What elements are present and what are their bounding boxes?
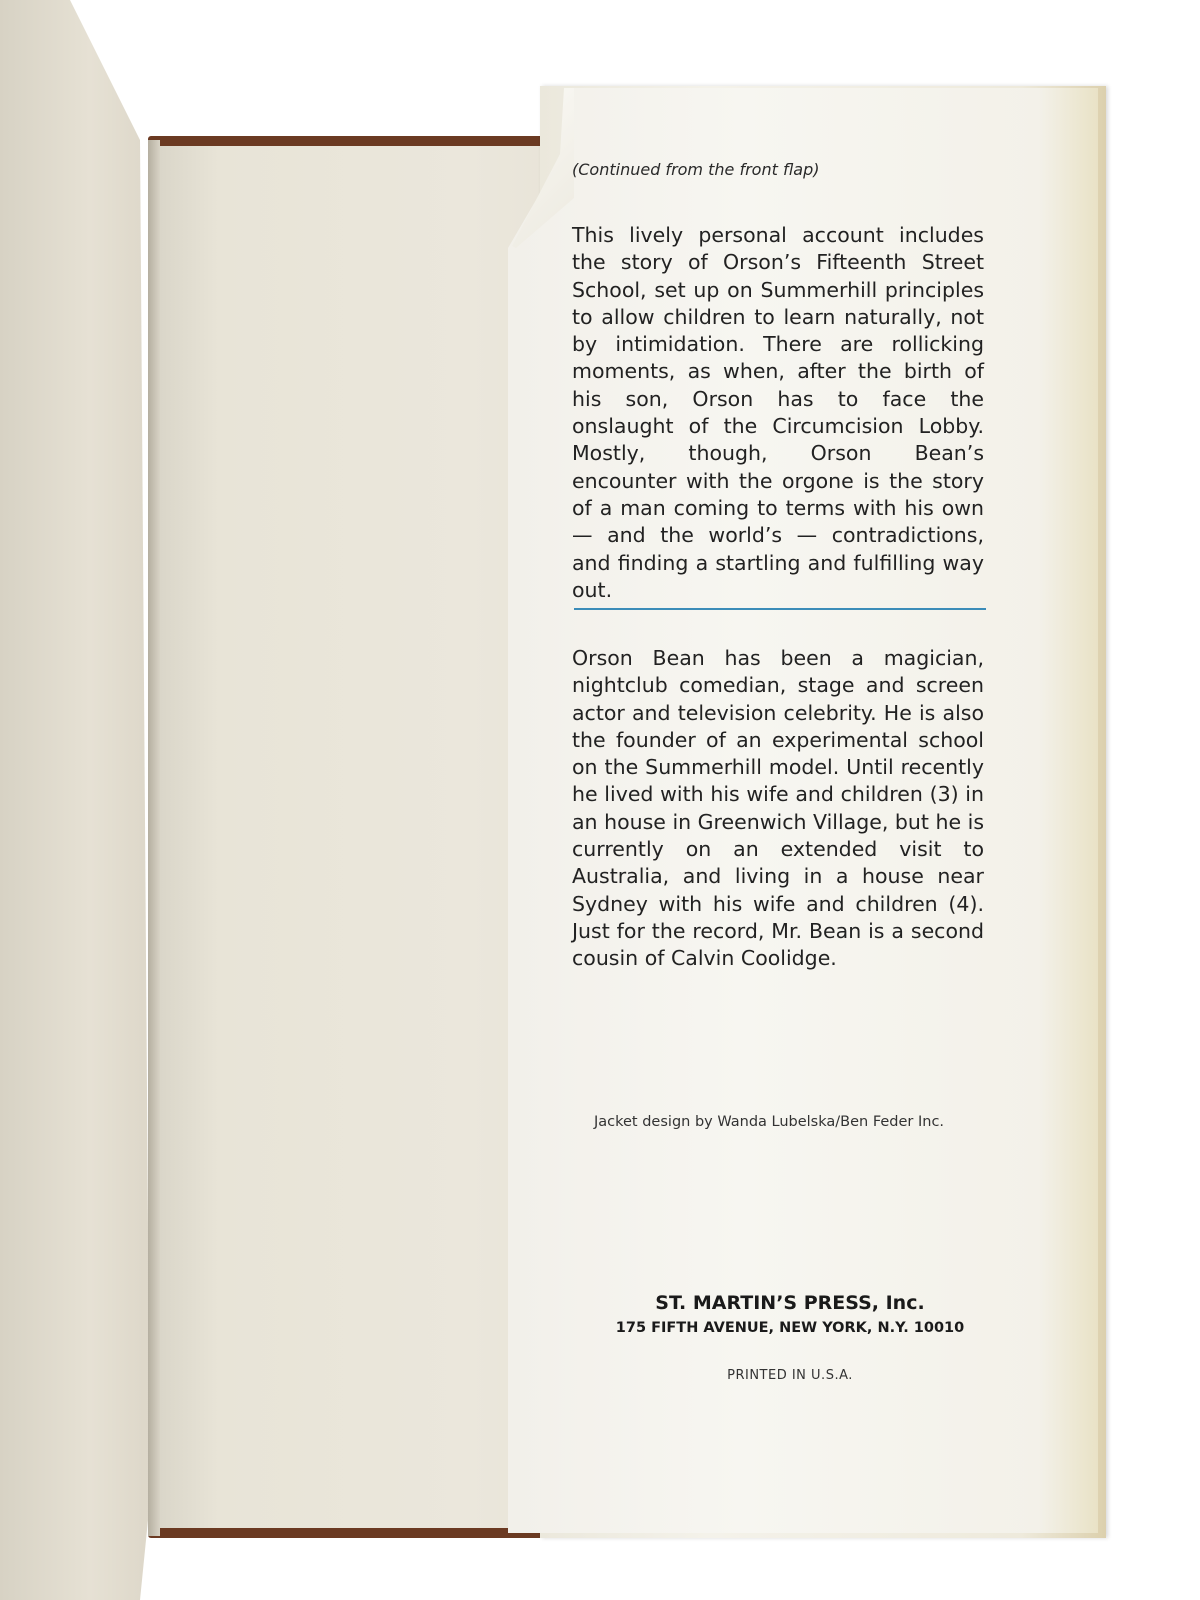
publisher-name: ST. MARTIN’S PRESS, Inc. xyxy=(655,1292,925,1314)
publisher-address: 175 FIFTH AVENUE, NEW YORK, N.Y. 10010 xyxy=(615,1320,965,1336)
divider-rule xyxy=(574,608,986,610)
printed-note: PRINTED IN U.S.A. xyxy=(727,1368,853,1383)
jacket-credit: Jacket design by Wanda Lubelska/Ben Feder Inc. xyxy=(594,1114,945,1130)
spine-shadow xyxy=(148,140,160,1536)
book-description: This lively personal account includes the story of Orson’s Fifteenth Street School, set up on Summerhill principles to allow children to learn naturally, not by intimidation. There are rollicking moments, as when, after the birth of his son, Orson has to face the onslaught of the Circumcision Lobby. Mostly, though, Orson Bean’s encounter with the orgone is the story of a man coming to terms with his own — and the world’s — contradictions, and finding a startling and fulfilling way out. xyxy=(572,223,984,602)
continued-note: (Continued from the front flap) xyxy=(572,160,820,179)
left-page xyxy=(0,0,150,1600)
author-bio: Orson Bean has been a magician, nightclub comedian, stage and screen actor and television celebrity. He is also the founder of an experimental school on the Summerhill model. Until recently he lived with his wife and children (3) in an house in Greenwich Village, but he is currently on an extended visit to Australia, and living in a house near Sydney with his wife and children (4). Just for the record, Mr. Bean is a second cousin of Calvin Coolidge. xyxy=(572,646,984,971)
